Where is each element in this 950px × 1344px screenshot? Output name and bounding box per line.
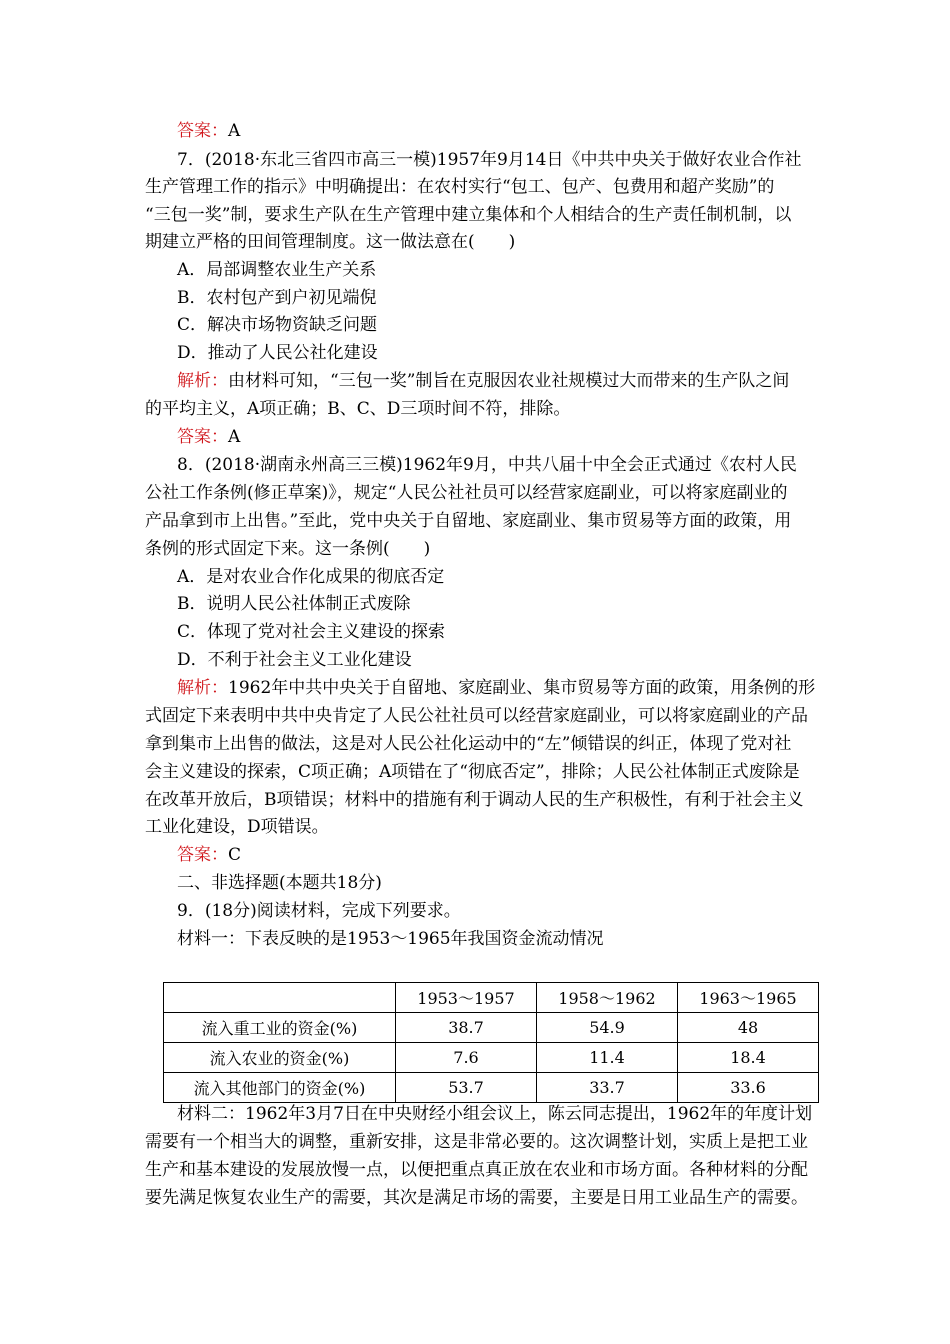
q7-option-b: B．农村包产到户初见端倪 bbox=[177, 288, 377, 308]
q7-option-c: C．解决市场物资缺乏问题 bbox=[177, 315, 378, 335]
table-cell: 流入重工业的资金(%) bbox=[164, 1013, 396, 1043]
analysis-label: 解析： bbox=[177, 678, 228, 698]
capital-flow-table bbox=[163, 982, 819, 1103]
table-header-cell: 1958～1962 bbox=[537, 983, 678, 1013]
table-row bbox=[164, 1013, 819, 1043]
table-cell: 7.6 bbox=[396, 1043, 537, 1073]
table-row bbox=[164, 1073, 819, 1103]
table-cell: 流入农业的资金(%) bbox=[164, 1043, 396, 1073]
q7-analysis-line bbox=[177, 371, 789, 391]
section-heading: 二、非选择题(本题共18分) bbox=[177, 873, 382, 893]
q7-analysis-line: 的平均主义，A项正确；B、C、D三项时间不符，排除。 bbox=[145, 399, 571, 419]
answer-label: 答案： bbox=[177, 845, 228, 865]
answer-value: A bbox=[228, 427, 241, 447]
table-cell: 18.4 bbox=[678, 1043, 819, 1073]
q8-analysis-line: 拿到集市上出售的做法，这是对人民公社化运动中的“左”倾错误的纠正，体现了党对社 bbox=[145, 734, 792, 754]
analysis-text: 1962年中共中央关于自留地、家庭副业、集市贸易等方面的政策，用条例的形 bbox=[228, 678, 816, 698]
q8-option-d: D．不利于社会主义工业化建设 bbox=[177, 650, 412, 670]
table-header-cell: 1963～1965 bbox=[678, 983, 819, 1013]
table-cell: 48 bbox=[678, 1013, 819, 1043]
answer-label: 答案： bbox=[177, 121, 228, 141]
q7-option-a: A．局部调整农业生产关系 bbox=[177, 260, 377, 280]
q8-analysis-line: 式固定下来表明中共中央肯定了人民公社社员可以经营家庭副业，可以将家庭副业的产品 bbox=[145, 706, 808, 726]
table-cell: 33.6 bbox=[678, 1073, 819, 1103]
q8-option-c: C．体现了党对社会主义建设的探索 bbox=[177, 622, 446, 642]
q8-analysis-line: 会主义建设的探索，C项正确；A项错在了“彻底否定”，排除；人民公社体制正式废除是 bbox=[145, 762, 800, 782]
answer-line bbox=[177, 427, 240, 447]
material2-line: 生产和基本建设的发展放慢一点，以便把重点真正放在农业和市场方面。各种材料的分配 bbox=[145, 1160, 808, 1180]
table-row bbox=[164, 1043, 819, 1073]
material2-line: 需要有一个相当大的调整，重新安排，这是非常必要的。这次调整计划，实质上是把工业 bbox=[145, 1132, 808, 1152]
table-header-row bbox=[164, 983, 819, 1013]
table-cell: 54.9 bbox=[537, 1013, 678, 1043]
q7-stem-line: 期建立严格的田间管理制度。这一做法意在( ) bbox=[145, 232, 516, 252]
q8-analysis-line bbox=[177, 678, 815, 698]
table-header-cell bbox=[164, 983, 396, 1013]
q8-stem-line: 条例的形式固定下来。这一条例( ) bbox=[145, 539, 431, 559]
answer-line bbox=[177, 845, 241, 865]
table-header-cell: 1953～1957 bbox=[396, 983, 537, 1013]
material1-intro: 材料一：下表反映的是1953～1965年我国资金流动情况 bbox=[177, 929, 604, 949]
answer-label: 答案： bbox=[177, 427, 228, 447]
table-cell: 11.4 bbox=[537, 1043, 678, 1073]
answer-value: C bbox=[228, 845, 242, 865]
q8-stem-line: 8．(2018·湖南永州高三三模)1962年9月，中共八届十中全会正式通过《农村人民 bbox=[177, 455, 797, 475]
analysis-label: 解析： bbox=[177, 371, 228, 391]
material2-line: 要先满足恢复农业生产的需要，其次是满足市场的需要，主要是日用工业品生产的需要。 bbox=[145, 1188, 808, 1208]
q7-stem-line: “三包一奖”制，要求生产队在生产管理中建立集体和个人相结合的生产责任制机制，以 bbox=[145, 205, 792, 225]
analysis-text: 由材料可知，“三包一奖”制旨在克服因农业社规模过大而带来的生产队之间 bbox=[228, 371, 790, 391]
table-cell: 53.7 bbox=[396, 1073, 537, 1103]
q7-option-d: D．推动了人民公社化建设 bbox=[177, 343, 378, 363]
answer-line bbox=[177, 121, 240, 141]
answer-value: A bbox=[228, 121, 241, 141]
q7-stem-line: 7．(2018·东北三省四市高三一模)1957年9月14日《中共中央关于做好农业合作社 bbox=[177, 150, 802, 170]
q8-option-b: B．说明人民公社体制正式废除 bbox=[177, 594, 411, 614]
table-cell: 33.7 bbox=[537, 1073, 678, 1103]
table-cell: 流入其他部门的资金(%) bbox=[164, 1073, 396, 1103]
q9-prompt: 9．(18分)阅读材料，完成下列要求。 bbox=[177, 901, 461, 921]
q8-option-a: A．是对农业合作化成果的彻底否定 bbox=[177, 567, 445, 587]
q8-stem-line: 公社工作条例(修正草案)》，规定“人民公社社员可以经营家庭副业，可以将家庭副业的 bbox=[145, 483, 788, 503]
material2-line: 材料二：1962年3月7日在中央财经小组会议上，陈云同志提出，1962年的年度计划 bbox=[177, 1104, 813, 1124]
q8-analysis-line: 工业化建设，D项错误。 bbox=[145, 817, 329, 837]
q8-stem-line: 产品拿到市上出售。”至此，党中央关于自留地、家庭副业、集市贸易等方面的政策，用 bbox=[145, 511, 792, 531]
table-cell: 38.7 bbox=[396, 1013, 537, 1043]
q7-stem-line: 生产管理工作的指示》中明确提出：在农村实行“包工、包产、包费用和超产奖励”的 bbox=[145, 177, 775, 197]
q8-analysis-line: 在改革开放后，B项错误；材料中的措施有利于调动人民的生产积极性，有利于社会主义 bbox=[145, 790, 804, 810]
